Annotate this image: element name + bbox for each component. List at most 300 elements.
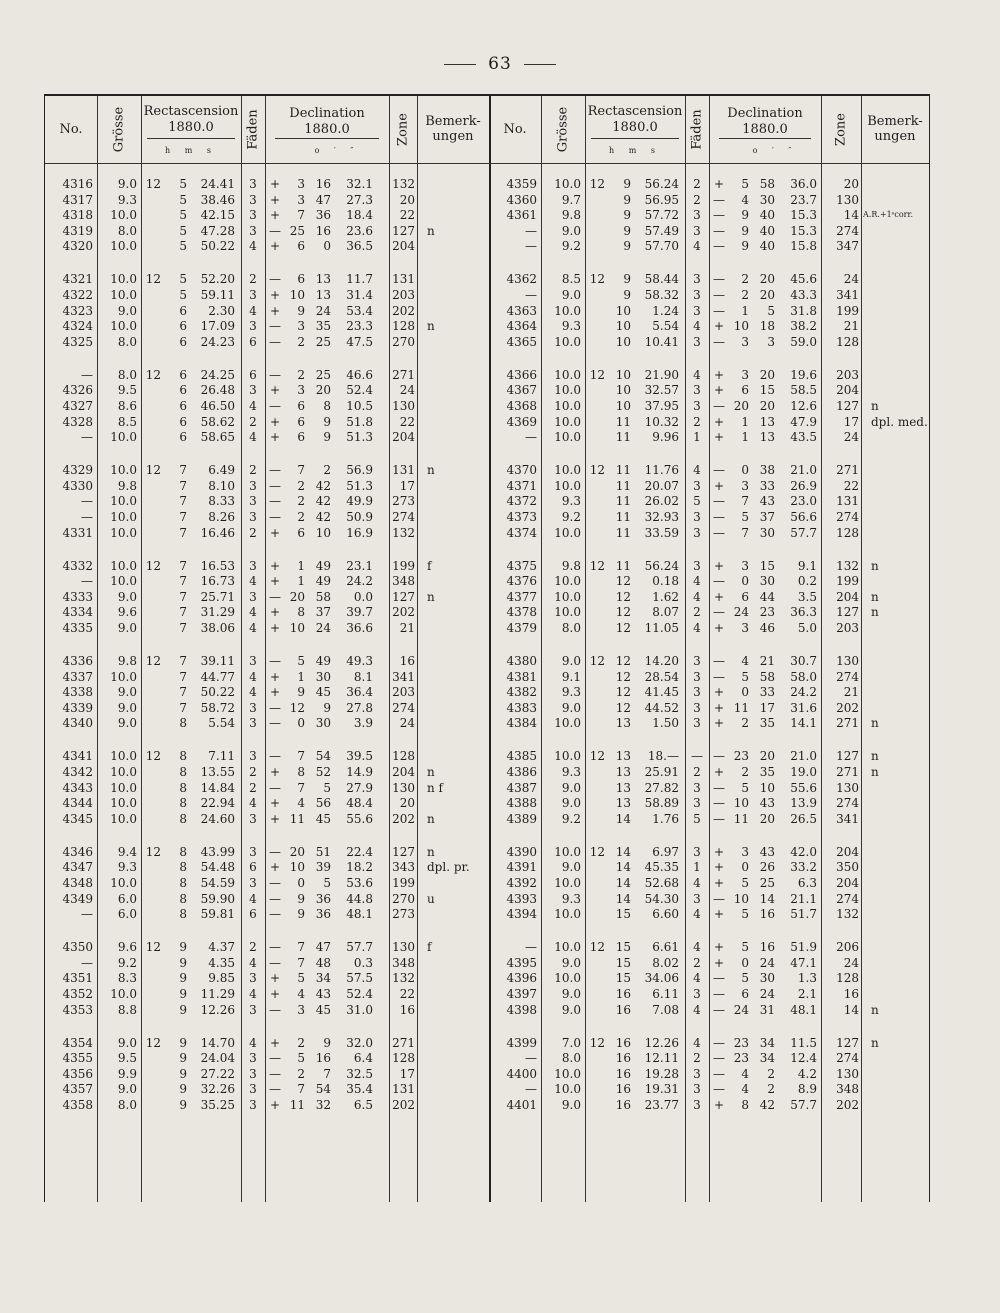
magnitude: 10.0 xyxy=(554,1066,581,1081)
threads-count: 3 xyxy=(249,208,257,223)
magnitude: 9.2 xyxy=(117,955,137,970)
left-catalogue-row xyxy=(45,780,489,796)
dec-seconds: 51.8 xyxy=(346,414,373,429)
dec-degrees: 7 xyxy=(297,780,305,795)
right-catalogue-row xyxy=(489,303,929,319)
dec-seconds: 36.3 xyxy=(790,605,817,620)
dec-degrees: 5 xyxy=(741,177,749,191)
threads-count: 3 xyxy=(693,669,701,684)
dec-minutes: 0 xyxy=(323,239,331,254)
left-catalogue-row xyxy=(45,429,489,445)
dec-sign: — xyxy=(269,876,281,890)
magnitude: 10.0 xyxy=(110,796,137,811)
star-number: 4321 xyxy=(62,272,93,287)
ra-seconds: 27.22 xyxy=(200,1066,235,1081)
ra-minutes: 16 xyxy=(615,1082,631,1097)
ra-minutes: 6 xyxy=(179,319,187,334)
threads-count: 3 xyxy=(249,510,257,524)
dec-seconds: 6.4 xyxy=(353,1051,373,1066)
zone-number: 127 xyxy=(392,223,415,238)
dec-degrees: 7 xyxy=(741,494,749,509)
dec-sign: — xyxy=(269,700,281,715)
magnitude: 10.0 xyxy=(554,303,581,318)
ra-seconds: 24.41 xyxy=(200,177,235,191)
zone-number: 127 xyxy=(836,399,859,413)
dec-minutes: 36 xyxy=(315,907,331,922)
right-catalogue-row xyxy=(489,939,929,955)
zone-number: 16 xyxy=(843,987,859,1001)
right-catalogue-row xyxy=(489,715,929,731)
zone-number: 271 xyxy=(836,765,859,779)
dec-sign: + xyxy=(713,558,725,573)
dec-seconds: 22.4 xyxy=(346,844,373,859)
dec-sign: — xyxy=(713,463,725,478)
left-catalogue-row xyxy=(45,573,489,589)
dec-degrees: 3 xyxy=(297,1002,305,1017)
remark: f xyxy=(427,940,432,955)
dec-minutes: 35 xyxy=(759,765,775,779)
dec-degrees: 10 xyxy=(733,796,749,811)
magnitude: 10.0 xyxy=(110,208,137,223)
zone-number: 130 xyxy=(836,192,859,207)
dec-degrees: 3 xyxy=(297,383,305,398)
right-catalogue-row xyxy=(489,573,929,589)
zone-number: 199 xyxy=(836,574,859,589)
threads-count: 4 xyxy=(249,669,257,684)
zone-number: 341 xyxy=(836,811,859,826)
magnitude: 10.0 xyxy=(554,716,581,731)
ra-minutes: 12 xyxy=(615,654,631,668)
threads-count: 4 xyxy=(693,940,701,955)
zone-number: 271 xyxy=(392,367,415,382)
zone-number: 271 xyxy=(392,1035,415,1050)
ra-seconds: 50.22 xyxy=(200,239,235,254)
zone-number: 132 xyxy=(392,525,415,540)
zone-number: 203 xyxy=(836,367,859,382)
dec-sign: + xyxy=(269,765,281,779)
threads-count: 3 xyxy=(693,208,701,223)
zone-number: 203 xyxy=(836,621,859,635)
dec-degrees: 9 xyxy=(741,223,749,238)
ra-seconds: 45.35 xyxy=(644,860,679,875)
ra-minutes: 10 xyxy=(615,367,631,382)
dec-sign: — xyxy=(269,367,281,382)
dec-minutes: 31 xyxy=(759,1002,775,1017)
right-catalogue-row xyxy=(489,955,929,971)
ra-minutes: 14 xyxy=(615,811,631,826)
zone-number: 131 xyxy=(836,494,859,509)
left-catalogue-row xyxy=(45,1035,489,1051)
threads-count: 6 xyxy=(249,367,257,382)
left-dec-subrule xyxy=(275,138,379,139)
dec-seconds: 36.4 xyxy=(346,685,373,700)
left-catalogue-row xyxy=(45,653,489,669)
threads-count: 3 xyxy=(693,1098,701,1112)
ra-seconds: 41.45 xyxy=(644,685,679,700)
dec-degrees: 2 xyxy=(741,272,749,287)
dec-seconds: 44.8 xyxy=(346,891,373,906)
dec-seconds: 23.1 xyxy=(346,558,373,573)
magnitude: 9.0 xyxy=(561,654,581,668)
ra-minutes: 10 xyxy=(615,319,631,334)
star-number: 4389 xyxy=(506,811,537,826)
magnitude: 9.1 xyxy=(561,669,581,684)
ra-minutes: 11 xyxy=(615,430,631,445)
threads-count: 2 xyxy=(693,192,701,207)
ra-hours: 12 xyxy=(145,177,161,191)
dec-sign: + xyxy=(713,177,725,191)
dec-seconds: 13.9 xyxy=(790,796,817,811)
dec-sign: — xyxy=(713,749,725,764)
star-number: — xyxy=(81,430,93,445)
dec-minutes: 8 xyxy=(323,399,331,413)
ra-seconds: 50.22 xyxy=(200,685,235,700)
zone-number: 17 xyxy=(843,414,859,429)
left-catalogue-row xyxy=(45,207,489,223)
dec-sign: — xyxy=(713,272,725,287)
ra-minutes: 7 xyxy=(179,574,187,589)
magnitude: 10.0 xyxy=(110,574,137,589)
dec-seconds: 27.8 xyxy=(346,700,373,715)
magnitude: 10.0 xyxy=(554,177,581,191)
star-number: 4376 xyxy=(506,574,537,589)
ra-seconds: 10.41 xyxy=(644,334,679,349)
dec-sign: — xyxy=(713,223,725,238)
dec-sign: — xyxy=(713,494,725,509)
ra-seconds: 58.72 xyxy=(200,700,235,715)
magnitude: 8.0 xyxy=(561,621,581,635)
left-catalogue-row xyxy=(45,414,489,430)
left-catalogue-row xyxy=(45,939,489,955)
remark: n xyxy=(871,558,879,573)
star-number: 4323 xyxy=(62,303,93,318)
star-number: 4330 xyxy=(62,478,93,493)
dec-minutes: 21 xyxy=(759,654,775,668)
ra-seconds: 1.50 xyxy=(652,716,679,731)
dec-degrees: 1 xyxy=(741,430,749,445)
zone-number: 130 xyxy=(836,1066,859,1081)
star-number: 4393 xyxy=(506,891,537,906)
left-catalogue-row xyxy=(45,715,489,731)
left-header-groesse: Grösse xyxy=(111,106,127,153)
magnitude: 10.0 xyxy=(554,940,581,955)
magnitude: 10.0 xyxy=(110,510,137,524)
left-catalogue-row xyxy=(45,493,489,509)
dec-seconds: 14.1 xyxy=(790,716,817,731)
ra-seconds: 6.49 xyxy=(208,463,235,478)
dec-sign: + xyxy=(713,765,725,779)
right-catalogue-row xyxy=(489,906,929,922)
star-number: — xyxy=(525,430,537,445)
threads-count: 3 xyxy=(249,844,257,859)
right-catalogue-row xyxy=(489,223,929,239)
ra-minutes: 7 xyxy=(179,494,187,509)
dec-seconds: 57.7 xyxy=(790,1098,817,1112)
star-number: 4324 xyxy=(62,319,93,334)
threads-count: 4 xyxy=(249,303,257,318)
dec-degrees: 6 xyxy=(297,414,305,429)
threads-count: 2 xyxy=(249,272,257,287)
right-header-ra-units: h m s xyxy=(609,146,661,155)
threads-count: 2 xyxy=(249,765,257,779)
zone-number: 132 xyxy=(836,907,859,922)
dec-seconds: 31.4 xyxy=(346,288,373,302)
left-catalogue-row xyxy=(45,764,489,780)
dec-seconds: 5.0 xyxy=(797,621,817,635)
dec-sign: — xyxy=(713,239,725,254)
ra-minutes: 8 xyxy=(179,765,187,779)
zone-number: 203 xyxy=(392,288,415,302)
ra-hours: 12 xyxy=(145,367,161,382)
dec-seconds: 57.5 xyxy=(346,971,373,986)
ra-seconds: 17.09 xyxy=(200,319,235,334)
left-header-ra-units: h m s xyxy=(165,146,217,155)
zone-number: 14 xyxy=(843,1002,859,1017)
ra-minutes: 12 xyxy=(615,669,631,684)
star-number: — xyxy=(81,510,93,524)
left-catalogue-row xyxy=(45,192,489,208)
dec-seconds: 32.0 xyxy=(346,1035,373,1050)
dec-degrees: 3 xyxy=(741,621,749,635)
ra-minutes: 6 xyxy=(179,430,187,445)
zone-number: 202 xyxy=(836,700,859,715)
remark: n xyxy=(427,811,435,826)
page-number-dash-right xyxy=(524,64,556,65)
dec-seconds: 23.0 xyxy=(790,494,817,509)
dec-degrees: 7 xyxy=(297,749,305,764)
star-number: 4328 xyxy=(62,414,93,429)
dec-sign: — xyxy=(713,208,725,223)
ra-seconds: 44.77 xyxy=(200,669,235,684)
right-catalogue-row xyxy=(489,700,929,716)
dec-seconds: 21.0 xyxy=(790,463,817,478)
star-number: 4369 xyxy=(506,414,537,429)
magnitude: 10.0 xyxy=(110,765,137,779)
dec-minutes: 45 xyxy=(315,1002,331,1017)
left-catalogue-row xyxy=(45,176,489,192)
threads-count: 3 xyxy=(693,987,701,1001)
ra-seconds: 7.11 xyxy=(208,749,235,764)
magnitude: 9.0 xyxy=(561,1002,581,1017)
ra-minutes: 9 xyxy=(179,1066,187,1081)
dec-minutes: 58 xyxy=(759,177,775,191)
dec-seconds: 32.5 xyxy=(346,1066,373,1081)
ra-minutes: 11 xyxy=(615,558,631,573)
dec-degrees: 6 xyxy=(297,272,305,287)
threads-count: 6 xyxy=(249,860,257,875)
dec-degrees: 6 xyxy=(297,525,305,540)
left-header-ra-epoch: 1880.0 xyxy=(168,120,214,135)
right-catalogue-row xyxy=(489,1097,929,1113)
ra-seconds: 19.28 xyxy=(644,1066,679,1081)
ra-seconds: 57.72 xyxy=(644,208,679,223)
dec-sign: + xyxy=(269,239,281,254)
right-catalogue-row xyxy=(489,859,929,875)
magnitude: 8.0 xyxy=(117,334,137,349)
right-header-bemerkungen-1: Bemerk- xyxy=(867,114,923,129)
remark: u xyxy=(427,891,435,906)
ra-hours: 12 xyxy=(145,272,161,287)
threads-count: 3 xyxy=(249,1082,257,1097)
dec-seconds: 58.5 xyxy=(790,383,817,398)
dec-degrees: 0 xyxy=(741,685,749,700)
ra-minutes: 11 xyxy=(615,525,631,540)
dec-sign: — xyxy=(713,654,725,668)
dec-minutes: 5 xyxy=(323,780,331,795)
ra-minutes: 5 xyxy=(179,239,187,254)
zone-number: 24 xyxy=(399,383,415,398)
ra-seconds: 24.25 xyxy=(200,367,235,382)
star-number: 4383 xyxy=(506,700,537,715)
right-catalogue-row xyxy=(489,653,929,669)
dec-sign: + xyxy=(713,700,725,715)
threads-count: 2 xyxy=(249,780,257,795)
dec-seconds: 31.6 xyxy=(790,700,817,715)
left-catalogue-row xyxy=(45,398,489,414)
magnitude: 10.0 xyxy=(554,589,581,604)
ra-minutes: 8 xyxy=(179,891,187,906)
threads-count: 4 xyxy=(249,574,257,589)
ra-minutes: 7 xyxy=(179,669,187,684)
threads-count: 3 xyxy=(249,1002,257,1017)
zone-number: 274 xyxy=(392,510,415,524)
dec-sign: — xyxy=(269,955,281,970)
zone-number: 347 xyxy=(836,239,859,254)
magnitude: 9.0 xyxy=(561,987,581,1001)
threads-count: 3 xyxy=(693,303,701,318)
dec-sign: — xyxy=(713,399,725,413)
dec-sign: — xyxy=(269,319,281,334)
magnitude: 10.0 xyxy=(554,525,581,540)
dec-degrees: 5 xyxy=(741,971,749,986)
right-catalogue-row xyxy=(489,525,929,541)
star-number: — xyxy=(525,223,537,238)
ra-minutes: 6 xyxy=(179,367,187,382)
remark: n xyxy=(871,765,879,779)
left-catalogue-row xyxy=(45,684,489,700)
ra-minutes: 7 xyxy=(179,478,187,493)
ra-seconds: 58.62 xyxy=(200,414,235,429)
threads-count: 3 xyxy=(249,192,257,207)
right-catalogue-row xyxy=(489,462,929,478)
threads-count: 3 xyxy=(693,272,701,287)
zone-number: 202 xyxy=(392,1098,415,1112)
threads-count: 4 xyxy=(693,876,701,890)
dec-degrees: 23 xyxy=(733,1051,749,1066)
dec-sign: + xyxy=(269,669,281,684)
dec-seconds: 31.0 xyxy=(346,1002,373,1017)
ra-minutes: 8 xyxy=(179,907,187,922)
dec-minutes: 43 xyxy=(759,494,775,509)
ra-seconds: 47.28 xyxy=(200,223,235,238)
dec-sign: + xyxy=(713,621,725,635)
threads-count: 4 xyxy=(693,574,701,589)
dec-sign: — xyxy=(269,589,281,604)
zone-number: 130 xyxy=(392,780,415,795)
dec-minutes: 20 xyxy=(759,367,775,382)
star-number: 4317 xyxy=(62,192,93,207)
dec-seconds: 23.3 xyxy=(346,319,373,334)
threads-count: 4 xyxy=(693,971,701,986)
right-catalogue-row xyxy=(489,238,929,254)
dec-seconds: 12.4 xyxy=(790,1051,817,1066)
dec-sign: — xyxy=(269,907,281,922)
ra-minutes: 16 xyxy=(615,987,631,1001)
star-number: 4327 xyxy=(62,399,93,413)
ra-seconds: 57.70 xyxy=(644,239,679,254)
magnitude: 9.7 xyxy=(561,192,581,207)
dec-minutes: 47 xyxy=(315,940,331,955)
dec-seconds: 38.2 xyxy=(790,319,817,334)
ra-minutes: 12 xyxy=(615,685,631,700)
threads-count: 3 xyxy=(693,891,701,906)
dec-degrees: 0 xyxy=(297,716,305,731)
ra-seconds: 56.24 xyxy=(644,558,679,573)
star-number: 4371 xyxy=(506,478,537,493)
magnitude: 9.0 xyxy=(561,700,581,715)
ra-seconds: 11.05 xyxy=(644,621,679,635)
magnitude: 10.0 xyxy=(110,430,137,445)
star-number: 4370 xyxy=(506,463,537,478)
threads-count: 2 xyxy=(693,414,701,429)
dec-degrees: 6 xyxy=(741,383,749,398)
catalogue-left-half xyxy=(45,96,491,1202)
star-number: 4335 xyxy=(62,621,93,635)
dec-degrees: 11 xyxy=(733,700,749,715)
star-number: 4333 xyxy=(62,589,93,604)
dec-sign: — xyxy=(713,510,725,524)
magnitude: 9.6 xyxy=(117,605,137,620)
ra-minutes: 9 xyxy=(623,223,631,238)
dec-sign: + xyxy=(713,478,725,493)
threads-count: 4 xyxy=(693,589,701,604)
right-catalogue-row xyxy=(489,176,929,192)
star-number: 4379 xyxy=(506,621,537,635)
ra-minutes: 6 xyxy=(179,383,187,398)
dec-degrees: 3 xyxy=(297,177,305,191)
right-catalogue-row xyxy=(489,493,929,509)
star-number: — xyxy=(81,494,93,509)
ra-minutes: 8 xyxy=(179,876,187,890)
magnitude: 10.0 xyxy=(110,272,137,287)
ra-minutes: 5 xyxy=(179,192,187,207)
right-header-ra-epoch: 1880.0 xyxy=(612,120,658,135)
zone-number: 130 xyxy=(836,654,859,668)
left-header-rule xyxy=(45,163,489,164)
magnitude: 10.0 xyxy=(110,987,137,1001)
ra-minutes: 13 xyxy=(615,765,631,779)
dec-seconds: 24.2 xyxy=(790,685,817,700)
ra-seconds: 56.95 xyxy=(644,192,679,207)
dec-seconds: 46.6 xyxy=(346,367,373,382)
dec-sign: — xyxy=(269,334,281,349)
ra-seconds: 6.11 xyxy=(652,987,679,1001)
ra-seconds: 35.25 xyxy=(200,1098,235,1112)
threads-count: 3 xyxy=(249,654,257,668)
dec-sign: — xyxy=(269,749,281,764)
ra-seconds: 1.62 xyxy=(652,589,679,604)
right-catalogue-row xyxy=(489,811,929,827)
zone-number: 127 xyxy=(836,749,859,764)
dec-minutes: 7 xyxy=(323,1066,331,1081)
dec-degrees: 3 xyxy=(741,367,749,382)
zone-number: 348 xyxy=(836,1082,859,1097)
dec-sign: — xyxy=(269,1066,281,1081)
star-number: 4364 xyxy=(506,319,537,334)
zone-number: 350 xyxy=(836,860,859,875)
dec-seconds: 48.1 xyxy=(790,1002,817,1017)
zone-number: 202 xyxy=(392,811,415,826)
